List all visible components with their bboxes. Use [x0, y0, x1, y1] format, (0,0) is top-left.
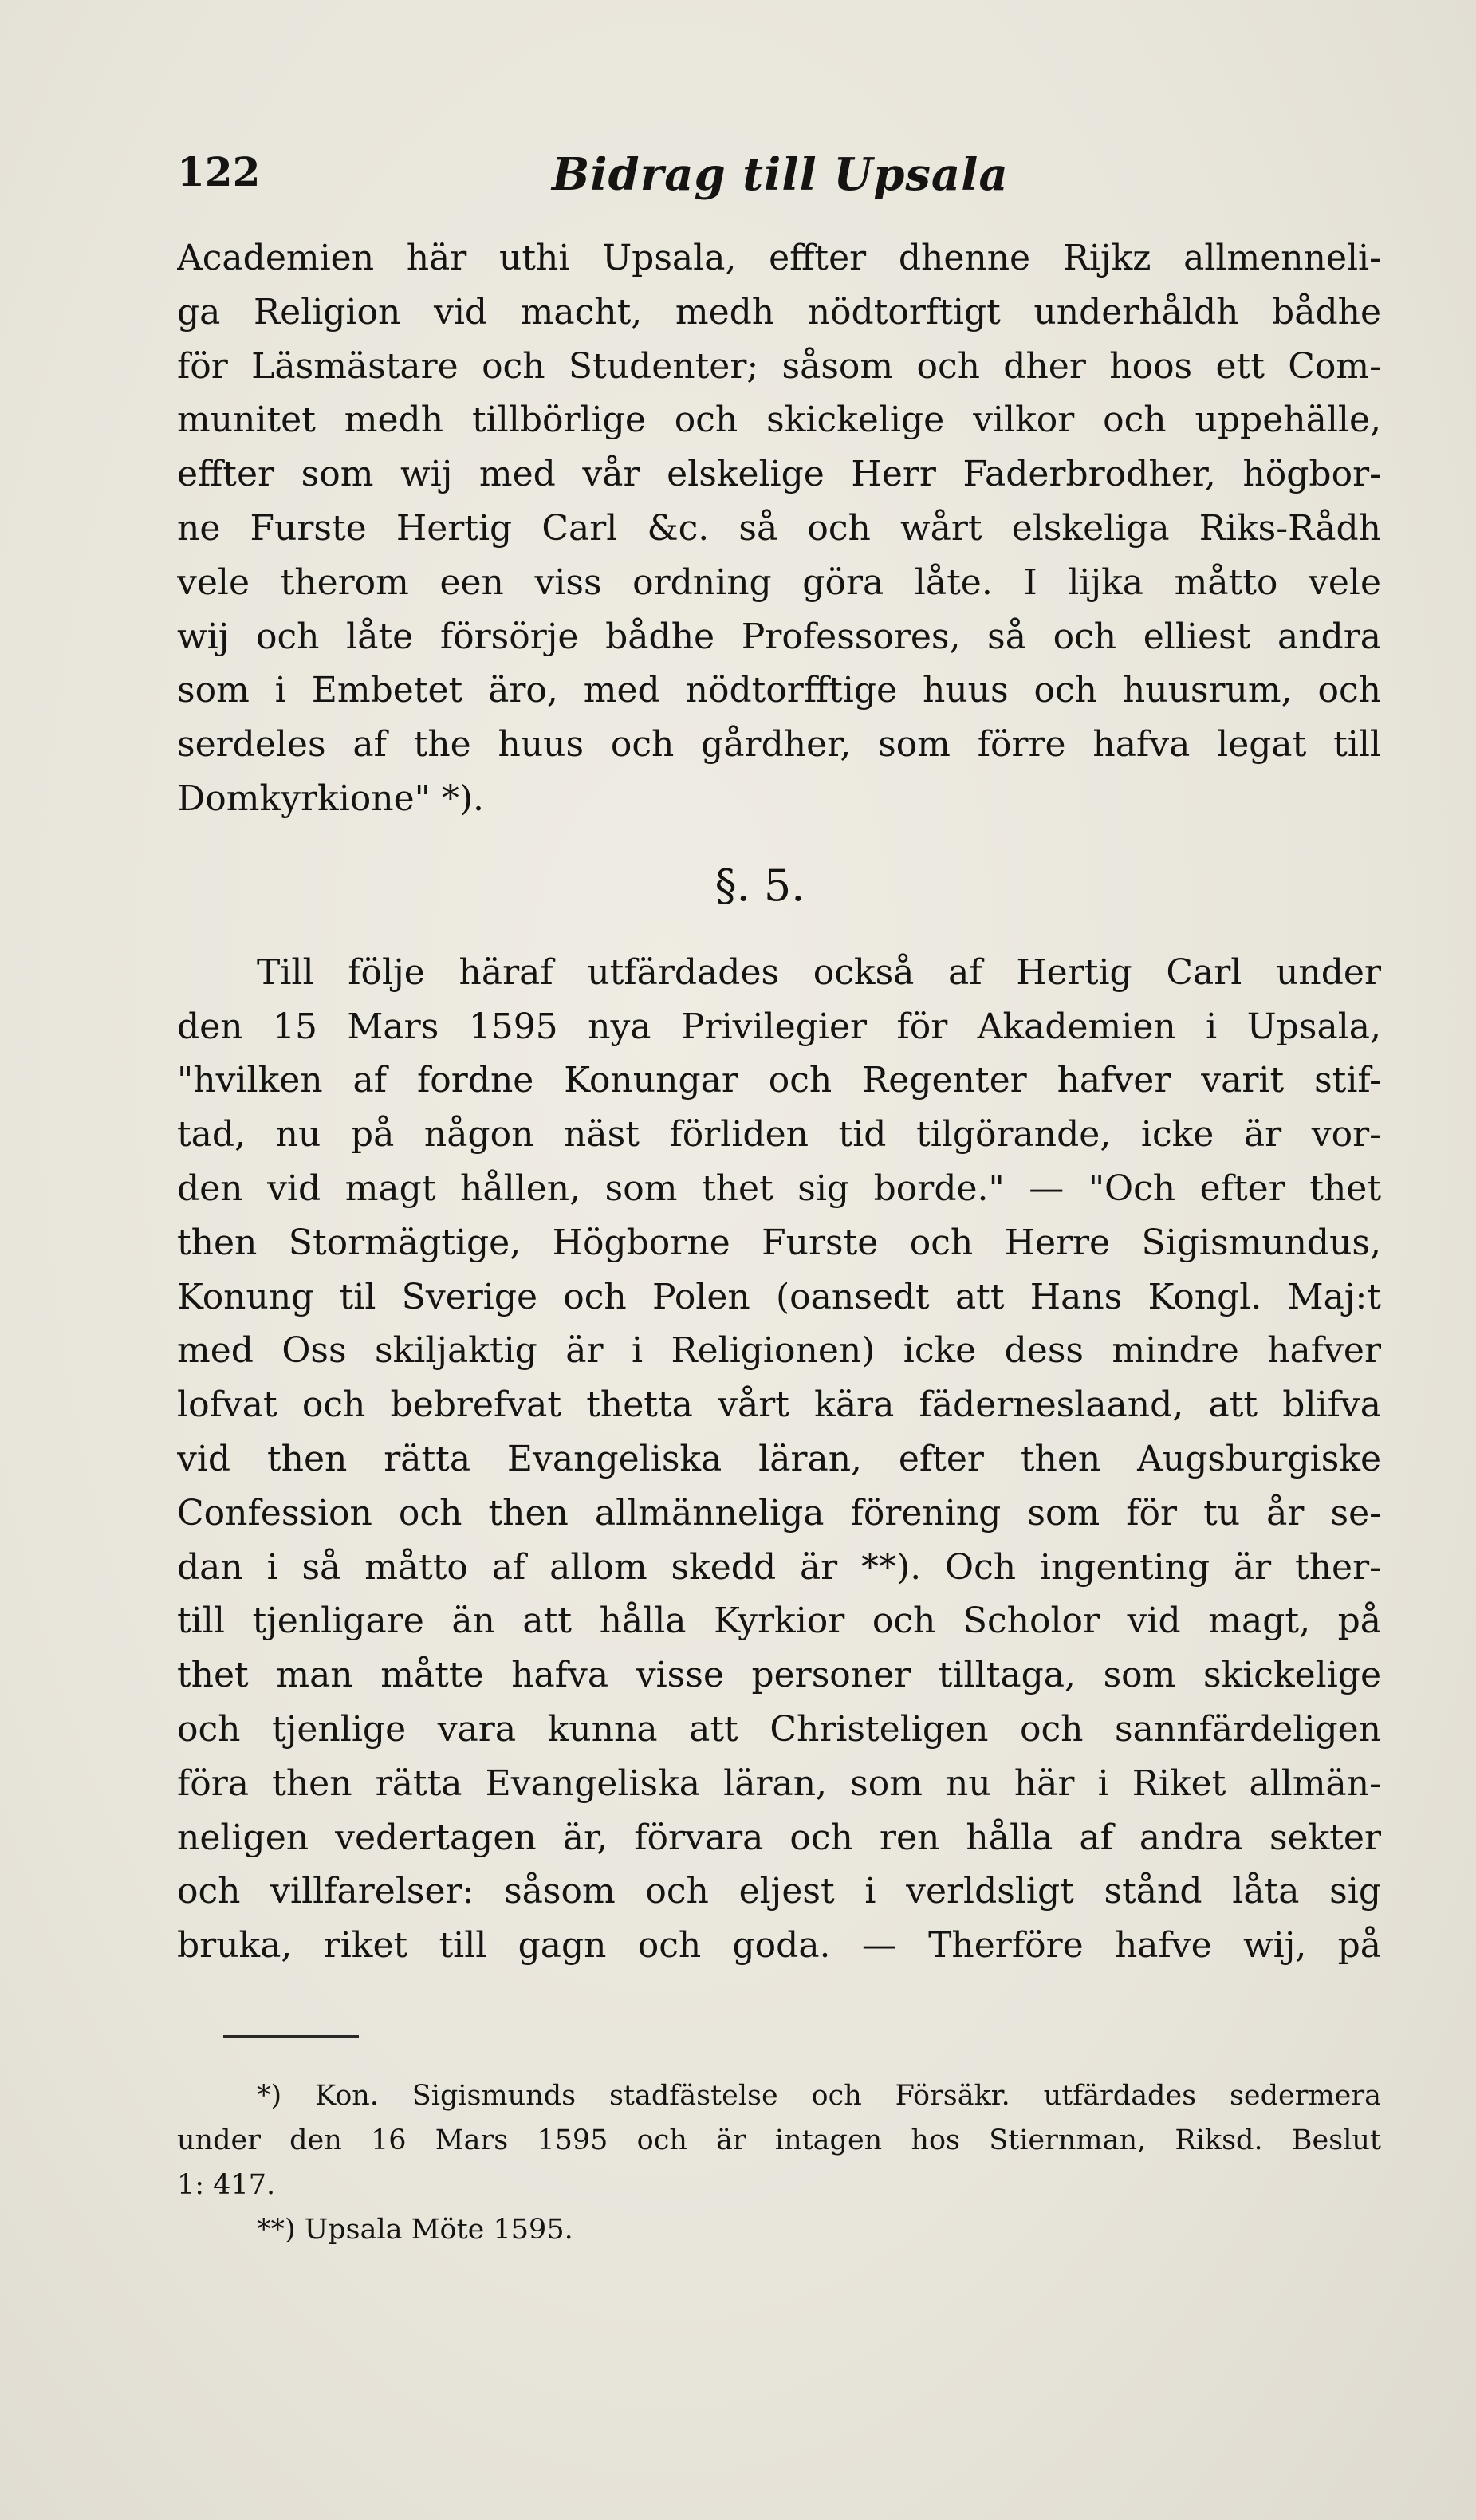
text-line: thet man måtte hafva visse personer tilltaga, som skickelige [177, 1655, 1381, 1696]
footnotes [177, 2073, 1381, 2252]
text-line: Till följe häraf utfärdades också af Hertig Carl under [257, 951, 1381, 993]
text-line: föra then rätta Evangeliska läran, som nu här i Riket allmän- [177, 1762, 1381, 1804]
text-line: med Oss skiljaktig är i Religionen) icke dess mindre hafver [177, 1330, 1381, 1372]
page-number: 122 [177, 148, 261, 195]
text-line: Academien här uthi Upsala, effter dhenne Rijkz allmenneli- [177, 238, 1381, 278]
footnote-divider [223, 2035, 359, 2038]
text-line: Domkyrkione" *). [177, 778, 485, 819]
page-header [177, 148, 1381, 204]
text-line: vele therom een viss ordning göra låte. I lijka måtto vele [177, 561, 1381, 603]
text-line: wij och låte försörje bådhe Professores, så och elliest andra [177, 616, 1381, 657]
text-line: för Läsmästare och Studenter; såsom och dher hoos ett Com- [177, 345, 1381, 387]
footnote-line: **) Upsala Möte 1595. [257, 2214, 573, 2246]
footnote-line: 1: 417. [177, 2169, 276, 2201]
text-line: till tjenligare än att hålla Kyrkior och Scholor vid magt, på [177, 1601, 1381, 1642]
main-text [177, 231, 1381, 1973]
text-line: tad, nu på någon näst förliden tid tilgörande, icke är vor- [177, 1114, 1381, 1156]
text-line: "hvilken af fordne Konungar och Regenter hafver varit stif- [177, 1060, 1381, 1101]
text-line: vid then rätta Evangeliska läran, efter then Augsburgiske [177, 1438, 1381, 1479]
text-line: och villfarelser: såsom och eljest i verldsligt stånd låta sig [177, 1871, 1381, 1912]
text-line: den vid magt hållen, som thet sig borde." — "Och efter thet [177, 1167, 1381, 1209]
running-title: Bidrag till Upsala [552, 148, 1009, 201]
text-line: serdeles af the huus och gårdher, som förre hafva legat till [177, 724, 1381, 766]
text-line: dan i så måtto af allom skedd är **). Och ingenting är ther- [177, 1546, 1381, 1588]
text-line: Confession och then allmänneliga förening som för tu år se- [177, 1492, 1381, 1534]
section-heading [177, 826, 1381, 946]
text-line: och tjenlige vara kunna att Christeligen och sannfärdeligen [177, 1708, 1381, 1750]
text-line: ne Furste Hertig Carl &c. så och wårt elskeliga Riks-Rådh [177, 507, 1381, 549]
text-line: Konung til Sverige och Polen (oansedt att Hans Kongl. Maj:t [177, 1276, 1381, 1317]
text-line: neligen vedertagen är, förvara och ren hålla af andra sekter [177, 1817, 1381, 1858]
text-line: ga Religion vid macht, medh nödtorftigt underhåldh bådhe [177, 291, 1381, 333]
text-line: munitet medh tillbörlige och skickelige vilkor och uppehälle, [177, 400, 1381, 441]
text-line: lofvat och bebrefvat thetta vårt kära fäderneslaand, att blifva [177, 1384, 1381, 1426]
text-line: den 15 Mars 1595 nya Privilegier för Akademien i Upsala, [177, 1006, 1381, 1047]
footnote-line: *) Kon. Sigismunds stadfästelse och Försäkr. utfärdades sedermera [257, 2080, 1381, 2112]
text-line: bruka, riket till gagn och goda. — Therföre hafve wij, på [177, 1925, 1381, 1967]
text-line: then Stormägtige, Högborne Furste och Herre Sigismundus, [177, 1222, 1381, 1263]
section-heading-text: §. 5. [714, 860, 805, 911]
text-line: som i Embetet äro, med nödtorfftige huus och huusrum, och [177, 670, 1381, 711]
text-line: effter som wij med vår elskelige Herr Faderbrodher, högbor- [177, 454, 1381, 495]
footnote-line: under den 16 Mars 1595 och är intagen hos Stiernman, Riksd. Beslut [177, 2124, 1381, 2156]
